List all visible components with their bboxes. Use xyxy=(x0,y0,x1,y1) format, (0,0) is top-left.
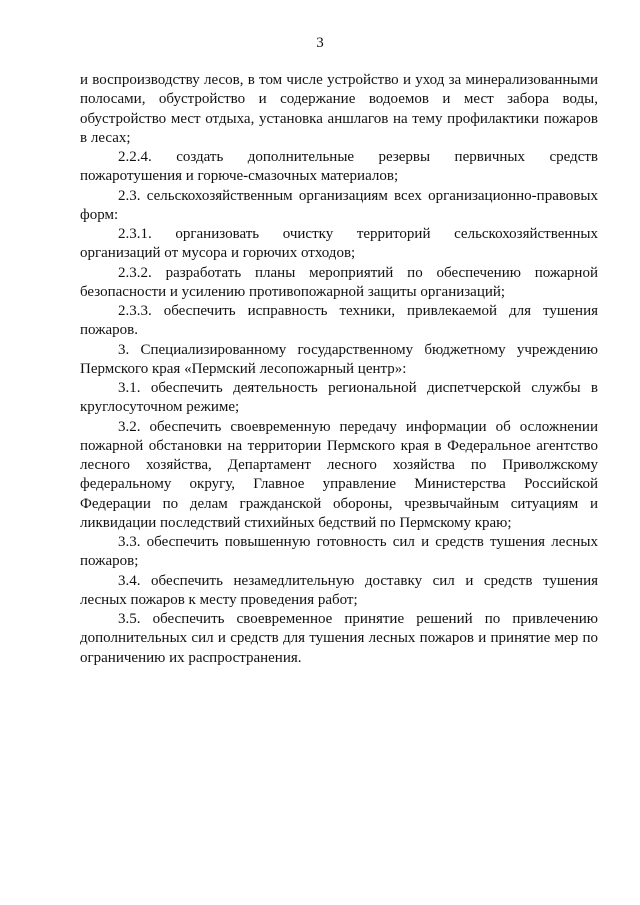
paragraph-2-3: 2.3. сельскохозяйственным организациям всех организационно-правовых форм: xyxy=(80,187,598,223)
document-body xyxy=(80,71,598,668)
paragraph-3-5: 3.5. обеспечить своевременное принятие решений по привлечению дополнительных сил и средств для тушения лесных пожаров и принятие мер по ограничению их распространения. xyxy=(80,611,598,666)
paragraph-2-3-1: 2.3.1. организовать очистку территорий сельскохозяйственных организаций от мусора и горючих отходов; xyxy=(80,226,598,262)
paragraph-3-2: 3.2. обеспечить своевременную передачу информации об осложнении пожарной обстановки на территории Пермского края в Федеральное агентство лесного хозяйства, Департамент лесного хозяйства по Приволжскому федеральному округу, Главное управление Министерства Российской Федерации по делам гражданской обороны, чрезвычайным ситуациям и ликвидации последствий стихийных бедствий по Пермскому краю; xyxy=(80,418,598,531)
paragraph-2-3-3: 2.3.3. обеспечить исправность техники, привлекаемой для тушения пожаров. xyxy=(80,303,598,339)
paragraph-2-3-2: 2.3.2. разработать планы мероприятий по обеспечению пожарной безопасности и усилению противопожарной защиты организаций; xyxy=(80,264,598,300)
paragraph-3-1: 3.1. обеспечить деятельность региональной диспетчерской службы в круглосуточном режиме; xyxy=(80,380,598,416)
page-number: 3 xyxy=(316,35,324,51)
paragraph-2-2-4: 2.2.4. создать дополнительные резервы первичных средств пожаротушения и горюче-смазочных материалов; xyxy=(80,149,598,185)
paragraph-continuation: и воспроизводству лесов, в том числе устройство и уход за минерализованными полосами, обустройство и содержание водоемов и мест забора воды, обустройство мест отдыха, установка аншлагов на тему профилактики пожаров в лесах; xyxy=(80,72,598,146)
paragraph-3: 3. Специализированному государственному бюджетному учреждению Пермского края «Пермский лесопожарный центр»: xyxy=(80,341,598,377)
paragraph-3-3: 3.3. обеспечить повышенную готовность сил и средств тушения лесных пожаров; xyxy=(80,534,598,570)
paragraph-3-4: 3.4. обеспечить незамедлительную доставку сил и средств тушения лесных пожаров к месту проведения работ; xyxy=(80,572,598,608)
